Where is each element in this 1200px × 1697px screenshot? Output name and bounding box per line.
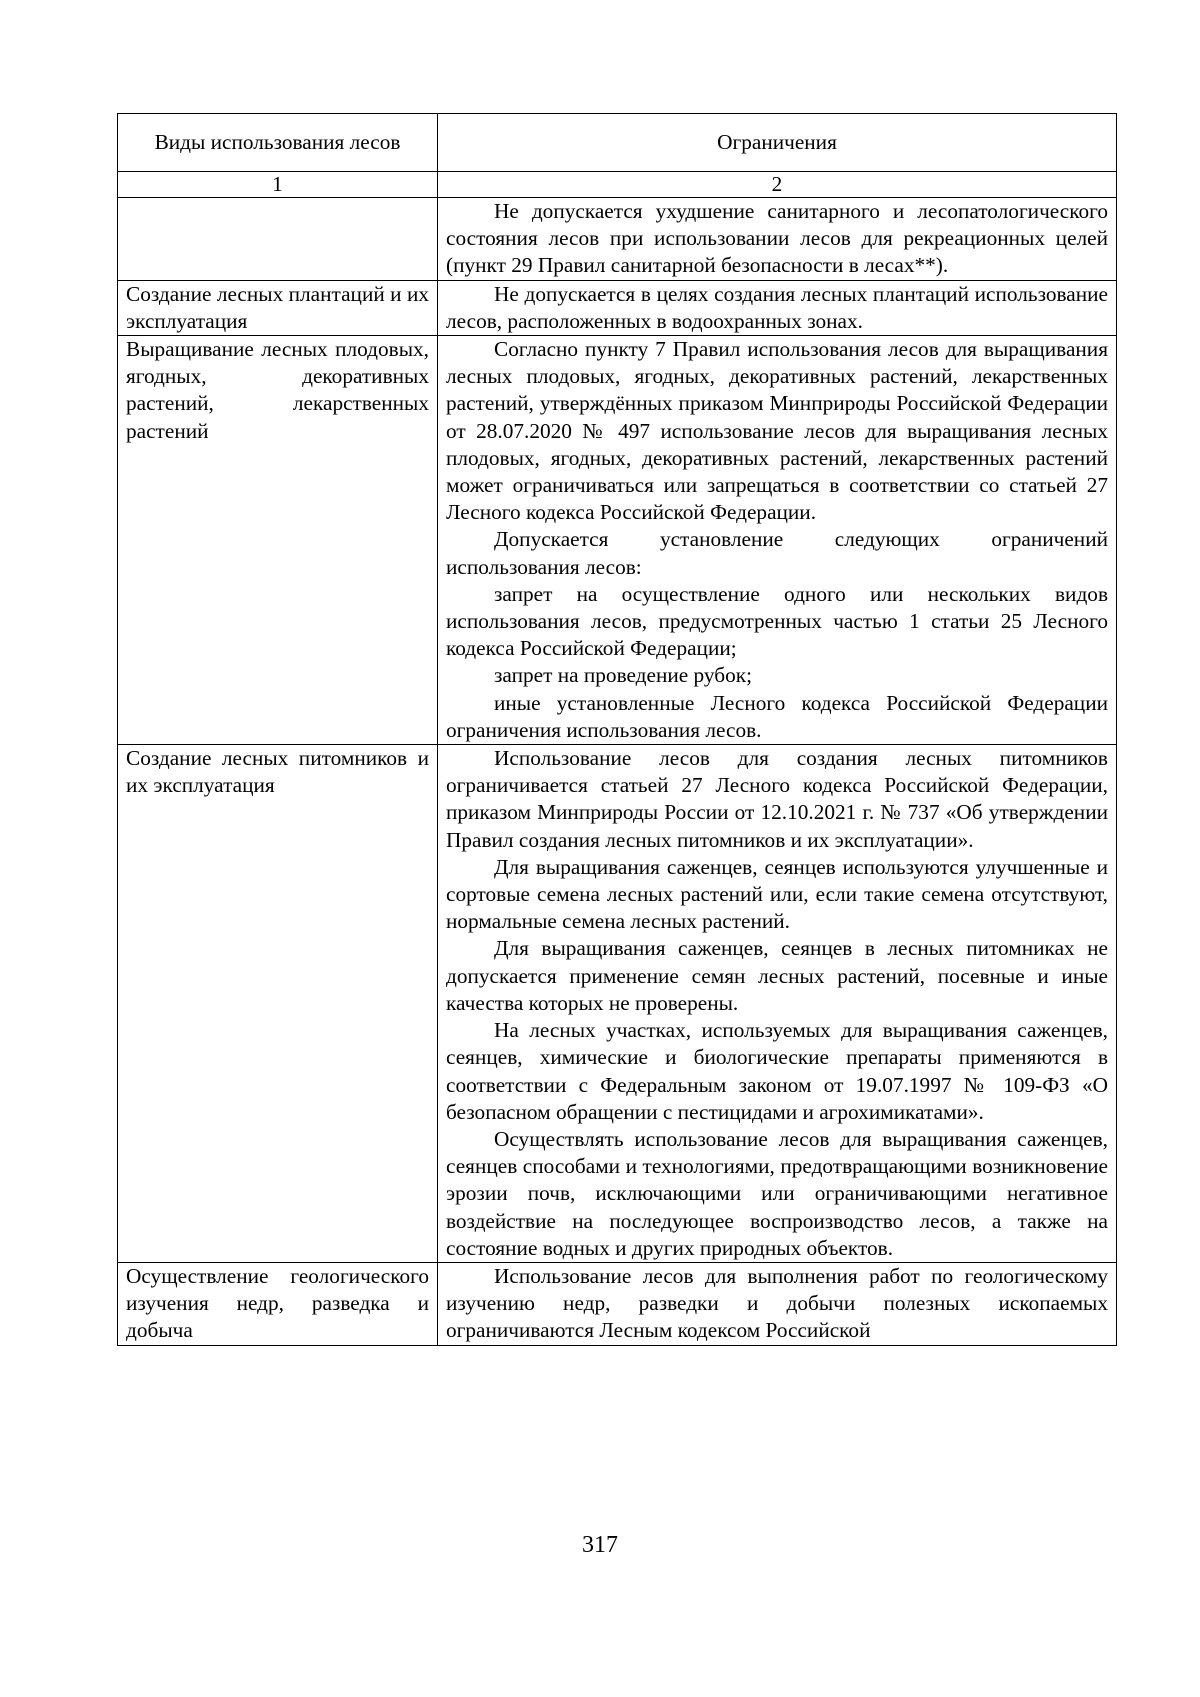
restriction-paragraph: Для выращивания саженцев, сеянцев используются улучшенные и сортовые семена лесных растений или, если такие семена отсутствуют, нормальные семена лесных растений. [446,854,1108,934]
table-row [118,336,1117,745]
restriction-paragraph: Не допускается в целях создания лесных плантаций использование лесов, расположенных в водоохранных зонах. [446,281,1108,333]
restriction-paragraph: Осуществлять использование лесов для выращивания саженцев, сеянцев способами и технологиями, предотвращающими возникновение эрозии почв, исключающими или ограничивающими негативное воздействие на последующее воспроизводство лесов, а также на состояние водных и других природных объектов. [446,1126,1108,1260]
restriction-cell [438,336,1117,745]
restriction-paragraph: Использование лесов для выполнения работ по геологическому изучению недр, разведки и добычи полезных ископаемых ограничиваются Лесным кодексом Российской [446,1263,1108,1343]
restriction-paragraph: Согласно пункту 7 Правил использования лесов для выращивания лесных плодовых, ягодных, декоративных растений, лекарственных растений, утверждённых приказом Минприроды Российской Федерации от 28.07.2020 № 497 использование лесов для выращивания лесных плодовых, ягодных, декоративных растений, лекарственных растений может ограничиваться или запрещаться в соответствии со статьей 27 Лесного кодекса Российской Федерации. [446,337,1108,525]
use-type-cell: Создание лесных питомников и их эксплуатация [118,745,438,1263]
restriction-paragraph: Использование лесов для создания лесных питомников ограничивается статьей 27 Лесного кодекса Российской Федерации, приказом Минприроды России от 12.10.2021 г. № 737 «Об утверждении Правил создания лесных питомников и их эксплуатации». [446,746,1108,852]
use-type-cell: Создание лесных плантаций и их эксплуатация [118,280,438,335]
restriction-cell [438,745,1117,1263]
table-row [118,280,1117,335]
header-forest-use-types: Виды использования лесов [118,114,438,172]
table-row [118,198,1117,281]
restrictions-table [117,113,1117,1346]
page-number: 317 [582,1532,618,1558]
restriction-cell [438,280,1117,335]
restriction-paragraph: запрет на осуществление одного или нескольких видов использования лесов, предусмотренных частью 1 статьи 25 Лесного кодекса Российской Федерации; [446,581,1108,661]
header-restrictions: Ограничения [438,114,1117,172]
restriction-paragraph: Не допускается ухудшение санитарного и лесопатологического состояния лесов при использовании лесов для рекреационных целей (пункт 29 Правил санитарной безопасности в лесах**). [446,199,1108,278]
table-row [118,1262,1117,1345]
restriction-paragraph: На лесных участках, используемых для выращивания саженцев, сеянцев, химические и биологические препараты применяются в соответствии с Федеральным законом от 19.07.1997 № 109-ФЗ «О безопасном обращении с пестицидами и агрохимикатами». [446,1018,1108,1124]
column-number-1: 1 [118,172,438,198]
restriction-paragraph: запрет на проведение рубок; [494,663,753,688]
use-type-cell: Выращивание лесных плодовых, ягодных, декоративных растений, лекарственных растений [118,336,438,745]
table-row [118,745,1117,1263]
restriction-paragraph: Допускается установление следующих ограничений использования лесов: [446,527,1108,579]
use-type-cell [118,198,438,281]
use-type-cell: Осуществление геологического изучения недр, разведка и добыча [118,1262,438,1345]
restriction-cell [438,198,1117,281]
restriction-cell [438,1262,1117,1345]
table-column-number-row [118,172,1117,198]
restriction-paragraph: иные установленные Лесного кодекса Российской Федерации ограничения использования лесов. [446,690,1108,742]
restriction-paragraph: Для выращивания саженцев, сеянцев в лесных питомниках не допускается применение семян лесных растений, посевные и иные качества которых не проверены. [446,936,1108,1015]
column-number-2: 2 [438,172,1117,198]
table-header-row [118,114,1117,172]
